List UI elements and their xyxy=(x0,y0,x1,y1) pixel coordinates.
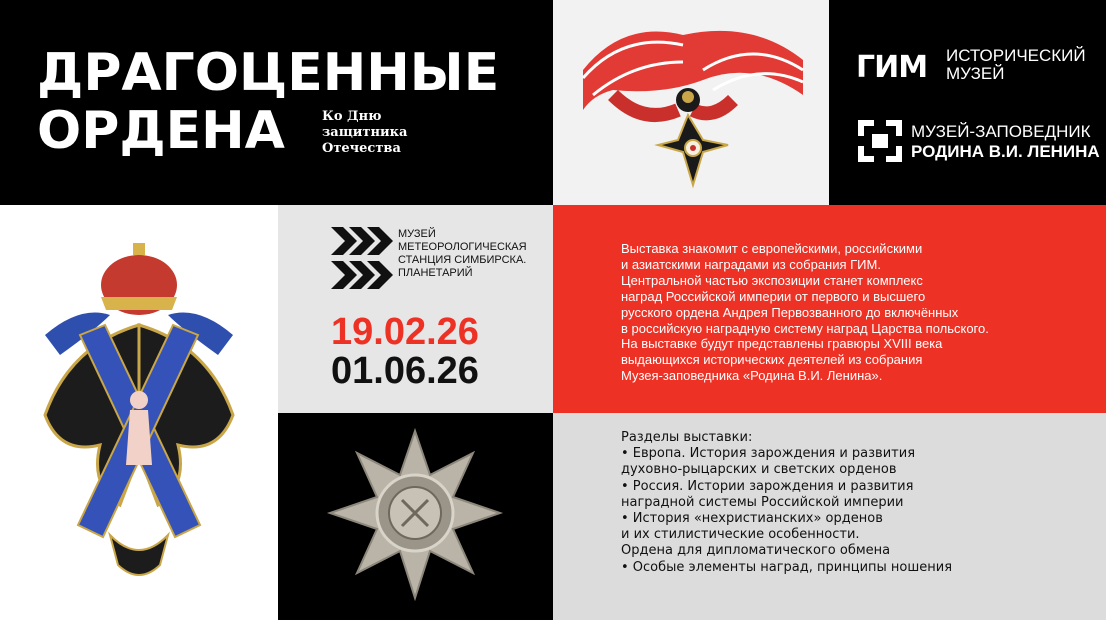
sections-line: • Россия. Истории зарождения и развития xyxy=(621,478,914,494)
subtitle xyxy=(322,109,407,157)
venue-line-2: МЕТЕОРОЛОГИЧЕСКАЯ xyxy=(398,241,527,253)
end-date: 01.06.26 xyxy=(331,350,479,392)
description-line: русского ордена Андрея Первозванного до включённых xyxy=(621,304,959,320)
gim-logo-line-2: МУЗЕЙ xyxy=(946,64,1005,83)
gim-logo-mark: ГИМ xyxy=(856,50,928,85)
start-date: 19.02.26 xyxy=(331,311,479,353)
sections-line: • Европа. История зарождения и развития xyxy=(621,446,916,462)
venue-name xyxy=(398,228,527,280)
rodina-logo-icon xyxy=(858,120,902,162)
logos-panel xyxy=(829,0,1106,205)
order-on-ribbon-photo xyxy=(553,0,829,205)
page-title xyxy=(37,44,499,160)
description-line: в российскую наградную систему наград Царства польского. xyxy=(621,320,989,336)
description-line: На выставке будут представлены гравюры XVIII века xyxy=(621,336,943,352)
exhibition-description xyxy=(621,241,1081,384)
description-line: Музея-заповедника «Родина В.И. Ленина». xyxy=(621,368,883,384)
ribbon-order-panel xyxy=(553,0,829,205)
description-line: наград Российской империи от первого и высшего xyxy=(621,288,926,304)
description-line: Центральной частью экспозиции станет комплекс xyxy=(621,272,923,288)
gim-logo-line-1: ИСТОРИЧЕСКИЙ xyxy=(946,46,1086,65)
sections-line: и их стилистические особенности. xyxy=(621,527,860,543)
rodina-logo-line-2: РОДИНА В.И. ЛЕНИНА xyxy=(911,142,1100,161)
sections-line: • Особые элементы наград, принципы ношения xyxy=(621,559,953,575)
venue-line-3: СТАНЦИЯ СИМБИРСКА. xyxy=(398,254,527,266)
description-line: Выставка знакомит с европейскими, российскими xyxy=(621,241,923,256)
st-andrew-order-panel xyxy=(0,205,278,620)
subtitle-line-1: Ко Дню xyxy=(322,109,382,124)
sections-heading: Разделы выставки: xyxy=(621,430,753,445)
exhibition-sections xyxy=(621,430,1081,576)
silver-star-photo xyxy=(278,413,553,620)
venue-line-1: МУЗЕЙ xyxy=(398,228,436,240)
sections-line: Ордена для дипломатического обмена xyxy=(621,543,891,559)
description-line: и азиатскими наградами из собрания ГИМ. xyxy=(621,256,881,272)
subtitle-line-2: защитника xyxy=(322,125,408,140)
title-line-2: ОРДЕНА xyxy=(37,101,285,161)
sections-line: • История «нехристианских» орденов xyxy=(621,511,883,527)
sections-line: наградной системы Российской империи xyxy=(621,494,904,510)
title-line-1: ДРАГОЦЕННЫЕ xyxy=(37,43,500,103)
silver-star-panel xyxy=(278,413,553,620)
rodina-logo-line-1: МУЗЕЙ-ЗАПОВЕДНИК xyxy=(911,122,1091,141)
sections-line: духовно-рыцарских и светских орденов xyxy=(621,462,897,478)
venue-line-4: ПЛАНЕТАРИЙ xyxy=(398,267,473,279)
subtitle-line-3: Отечества xyxy=(322,141,401,156)
description-line: выдающихся исторических деятелей из собрания xyxy=(621,352,923,368)
gim-logo-text xyxy=(946,47,1086,83)
venue-logo-icon xyxy=(331,227,393,291)
st-andrew-order-photo xyxy=(0,205,278,620)
